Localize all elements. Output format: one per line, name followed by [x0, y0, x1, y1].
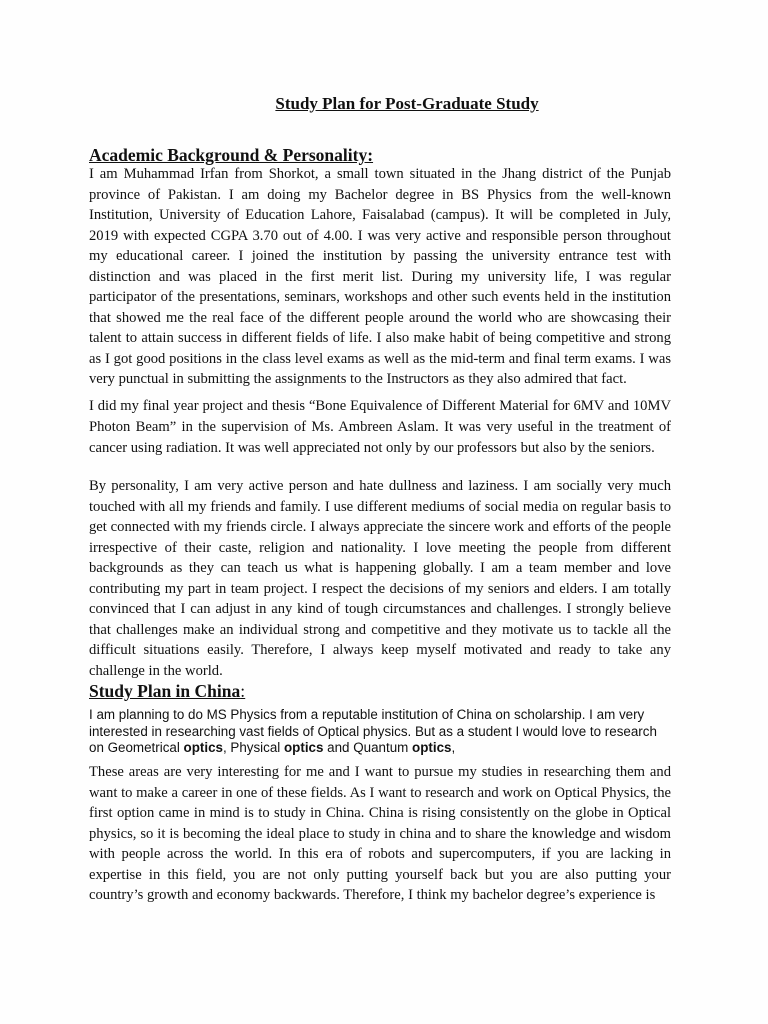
section-heading-text: Study Plan in China: [89, 681, 241, 701]
plan-term-geometrical: Geometrical: [107, 740, 184, 755]
plan-optics-2: optics: [284, 740, 324, 755]
paragraph-background: I am Muhammad Irfan from Shorkot, a small town situated in the Jhang district of the Punjab province of Pakistan. I am doing my Bachelor degree in BS Physics from the well-known Institution, University of Education Lahore, Faisalabad (campus). It will be completed in July, 2019 with expected CGPA 3.70 out of 4.00. I was very active and responsible person throughout my educational career. I joined the institution by passing the university entrance test with distinction and was placed in the first merit list. During my university life, I was regular participator of the presentations, seminars, workshops and other such events held in the institution that showed me the real face of the different people around the world who are showcasing their talent to attain success in different fields of life. I also make habit of being competitive and strong as I got good positions in the class level exams as well as the mid-term and final term exams. I was very punctual in submitting the assignments to the Instructors as they also admired that fact.: [89, 166, 671, 387]
section-heading-colon: :: [240, 681, 246, 701]
section-heading-study-plan-china: [89, 681, 245, 702]
document-title: Study Plan for Post-Graduate Study: [275, 94, 539, 113]
paragraph-final-year-project: I did my final year project and thesis “Bone Equivalence of Different Material for 6MV and 10MV Photon Beam” in the supervision of Ms. Ambreen Aslam. It was very useful in the treatment of cancer using radiation. It was well appreciated not only by our professors but also by the seniors.: [89, 398, 671, 456]
plan-intro-text: I am planning to do MS Physics from a reputable institution of China on scholarship. I am very interested in researching vast fields of Optical physics. But as a student I would love to research on: [89, 707, 657, 755]
section-heading-academic-background: Academic Background & Personality:: [89, 145, 374, 165]
paragraph-optical-physics-china: These areas are very interesting for me and I want to pursue my studies in researching them and want to make a career in one of these fields. As I want to research and work on Optical Physics, the first option came in mind is to study in China. China is rising consistently on the globe in Optical physics, so it is becoming the ideal place to study in china and to share the knowledge and wisdom with people across the world. In this era of robots and supercomputers, if you are lacking in expertise in this field, you are not only putting yourself back but you are also putting your country’s growth and economy backwards. Therefore, I think my bachelor degree’s experience is: [89, 764, 671, 903]
plan-term-physical: , Physical: [222, 740, 284, 755]
paragraph-personality: By personality, I am very active person and hate dullness and laziness. I am socially very much touched with all my friends and family. I use different mediums of social media on regular basis to get connected with my friends circle. I always appreciate the sincere work and efforts of the people irrespective of their caste, religion and nationality. I love meeting the people from different backgrounds as they can teach us what is happening globally. I am a team member and love contributing my part in team project. I respect the decisions of my seniors and elders. I am totally convinced that I can adjust in any kind of tough circumstances and challenges. I strongly believe that challenges make an individual strong and competitive and they motivate us to tackle all the difficult situations easily. Therefore, I always keep myself motivated and ready to take any challenge in the world.: [89, 478, 671, 679]
plan-end-punctuation: ,: [451, 740, 456, 755]
plan-optics-3: optics: [412, 740, 452, 755]
paragraph-ms-physics-plan: [89, 707, 671, 757]
plan-term-quantum: and Quantum: [323, 740, 413, 755]
plan-optics-1: optics: [183, 740, 223, 755]
